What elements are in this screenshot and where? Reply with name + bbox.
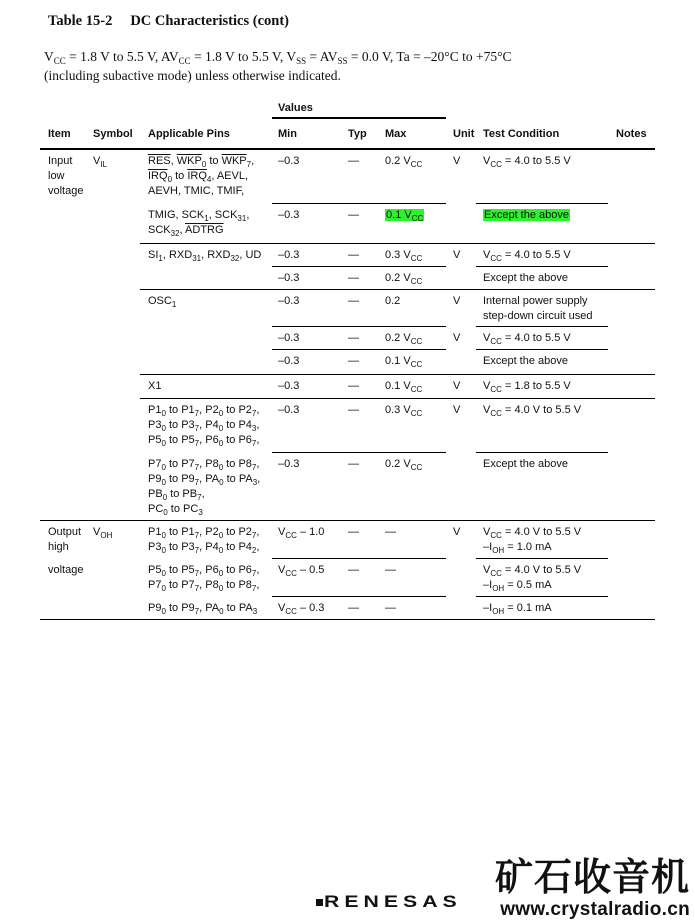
column-header-unit: Unit (453, 128, 475, 140)
cell-item (40, 267, 88, 290)
table-row (40, 267, 655, 290)
cell-max: 0.3 $V_{CC}$ (378, 399, 446, 453)
cell-typ: — (340, 453, 378, 521)
cell-applicable-pins: TMIG, $SCK_1$, $SCK_{31}$, $SCK_{32}$, ADTRG (140, 204, 272, 244)
cell-applicable-pins (140, 327, 272, 350)
cell-max: 0.2 (378, 290, 446, 327)
cell-symbol (88, 204, 140, 244)
cell-max: — (378, 559, 446, 597)
cell-typ: — (340, 597, 378, 620)
cell-item (40, 453, 88, 521)
conditions-line-1: $V_{CC} = 1.8$ V to 5.5 V, $AV_{CC} = 1.8$ V to 5.5 V, $V_{SS} = AV_{SS} = 0.0$ V, Ta = –20°C to +75°C (44, 49, 512, 66)
cell-min: $V_{CC} - 0.3$ (272, 597, 340, 620)
cell-test-condition: Except the above (476, 267, 608, 290)
cell-test-condition: $V_{CC} = 4.0$ V to 5.5 V $-I_{OH} = 1.0$ mA (476, 521, 608, 559)
cell-max: 0.2 $V_{CC}$ (378, 453, 446, 521)
cell-test-condition: $V_{CC} = 4.0$ V to 5.5 V $-I_{OH} = 0.5$ mA (476, 559, 608, 597)
cell-typ: — (340, 150, 378, 204)
cell-notes (608, 244, 655, 267)
cell-min: –0.3 (272, 290, 340, 327)
cell-unit: V (453, 526, 461, 538)
cell-min: –0.3 (272, 267, 340, 290)
cell-min: –0.3 (272, 150, 340, 204)
cell-test-condition: Except the above (476, 453, 608, 521)
cell-symbol (88, 597, 140, 620)
test-conditions-paragraph (44, 47, 664, 85)
cell-item: voltage (48, 564, 84, 576)
table-row (40, 204, 655, 244)
column-header-item: Item (48, 128, 71, 140)
cell-item (40, 375, 88, 399)
table-caption: DC Characteristics (cont) (130, 13, 289, 29)
cell-test-condition: $V_{CC} = 4.0$ to 5.5 V (476, 150, 608, 204)
cell-applicable-pins: $P7_0$ to $P7_7$, $P8_0$ to $P8_7$, $P9_0$ to $P9_7$, $PA_0$ to $PA_3$, $PB_0$ to $PB_7$, $PC_0$ to $PC_3$ (140, 453, 272, 521)
table-row (40, 521, 655, 559)
cell-max: 0.3 $V_{CC}$ (378, 244, 446, 267)
cell-typ: — (340, 204, 378, 244)
cell-test-condition: Except the above (476, 204, 608, 244)
table-row (40, 290, 655, 327)
values-header-row (40, 99, 655, 119)
cell-notes (608, 327, 655, 350)
cell-max: 0.2 $V_{CC}$ (378, 267, 446, 290)
cell-typ: — (340, 559, 378, 597)
cell-typ: — (340, 399, 378, 453)
conditions-line-2: (including subactive mode) unless otherwise indicated. (44, 68, 341, 83)
cell-symbol (88, 453, 140, 521)
cell-unit: V (446, 375, 476, 399)
cell-symbol (88, 559, 140, 597)
cell-max: 0.1 $V_{CC}$ (378, 375, 446, 399)
cell-applicable-pins (140, 350, 272, 375)
cell-unit (446, 453, 476, 521)
cell-symbol: $V_{OH}$ (93, 526, 113, 540)
values-header: Values (272, 99, 446, 119)
cell-item (40, 399, 88, 453)
table-row (40, 350, 655, 375)
cell-symbol (88, 399, 140, 453)
cell-max: 0.1 $V_{CC}$ (378, 204, 446, 244)
cell-applicable-pins (140, 267, 272, 290)
column-header-min: Min (278, 128, 297, 140)
cell-applicable-pins: $\overline{RES}$, $\overline{WKP}_0$ to $\overline{WKP}_7$, $\overline{IRQ}_0$ to $\overline{IRQ}_4$, AEVL, AEVH, TMIC, TMIF, (148, 155, 255, 197)
cell-item (40, 204, 88, 244)
cell-symbol (88, 244, 140, 267)
cell-unit (446, 559, 476, 597)
table-row (40, 244, 655, 267)
cell-unit: V (453, 332, 461, 344)
column-header-notes: Notes (616, 128, 647, 140)
cell-notes (608, 150, 655, 204)
cell-item (40, 290, 88, 327)
table-row (40, 559, 655, 597)
column-header-row (40, 119, 655, 150)
cell-item (40, 350, 88, 375)
cell-typ: — (340, 267, 378, 290)
cell-typ: — (340, 521, 378, 559)
cell-applicable-pins: $P1_0$ to $P1_7$, $P2_0$ to $P2_7$, $P3_0$ to $P3_7$, $P4_0$ to $P4_2$, (148, 526, 260, 555)
cell-min: –0.3 (272, 375, 340, 399)
cell-notes (608, 399, 655, 453)
cell-applicable-pins: X1 (140, 375, 272, 399)
cell-notes (608, 521, 655, 559)
cell-unit (446, 597, 476, 620)
table-row (40, 597, 655, 620)
cell-applicable-pins: $P1_0$ to $P1_7$, $P2_0$ to $P2_7$, $P3_0$ to $P3_7$, $P4_0$ to $P4_3$, $P5_0$ to $P5_7$, $P6_0$ to $P6_7$, (148, 404, 260, 448)
column-header-max: Max (385, 128, 407, 140)
cell-unit (446, 204, 476, 244)
cell-typ: — (340, 375, 378, 399)
table-body (40, 150, 655, 620)
cell-max: 0.2 $V_{CC}$ (378, 150, 446, 204)
cell-min: –0.3 (272, 204, 340, 244)
cell-notes (608, 290, 655, 327)
cell-item: Input low voltage (48, 155, 84, 197)
cell-min: –0.3 (272, 399, 340, 453)
cell-typ: — (340, 350, 378, 375)
cell-test-condition: Internal power supply step-down circuit used (476, 290, 608, 327)
cell-test-condition: Except the above (476, 350, 608, 375)
cell-unit (446, 267, 476, 290)
cell-min: $V_{CC} - 1.0$ (272, 521, 340, 559)
cell-max: 0.1 $V_{CC}$ (378, 350, 446, 375)
table-row (40, 375, 655, 399)
column-header-typ: Typ (348, 128, 367, 140)
cell-applicable-pins: $SI_1$, $RXD_{31}$, $RXD_{32}$, UD (148, 249, 262, 263)
cell-symbol (88, 290, 140, 327)
cell-min: –0.3 (272, 350, 340, 375)
table-row (40, 453, 655, 521)
cell-unit: V (453, 155, 461, 167)
cell-item (40, 597, 88, 620)
watermark-chinese-text: 矿石收音机 (494, 857, 690, 899)
cell-min: $V_{CC} - 0.5$ (272, 559, 340, 597)
cell-notes (608, 375, 655, 399)
cell-notes (608, 350, 655, 375)
cell-unit (446, 350, 476, 375)
cell-applicable-pins: $OSC_1$ (148, 295, 177, 309)
cell-notes (608, 559, 655, 597)
table-row (40, 327, 655, 350)
cell-max: — (378, 521, 446, 559)
cell-item: Output high (48, 526, 82, 553)
cell-typ: — (340, 244, 378, 267)
cell-test-condition: $V_{CC} = 4.0$ to 5.5 V (476, 244, 608, 267)
watermark-url-text: www.crystalradio.cn (500, 899, 690, 920)
cell-typ: — (340, 290, 378, 327)
cell-applicable-pins: $P5_0$ to $P5_7$, $P6_0$ to $P6_7$, $P7_0$ to $P7_7$, $P8_0$ to $P8_7$, (148, 564, 260, 593)
table-number: Table 15-2 (48, 13, 113, 29)
watermark (495, 859, 690, 919)
cell-typ: — (340, 327, 378, 350)
renesas-logo-text: RENESAS (324, 892, 463, 911)
column-header-applicable-pins: Applicable Pins (148, 128, 230, 140)
cell-test-condition: $V_{CC} = 4.0$ to 5.5 V (476, 327, 608, 350)
cell-min: –0.3 (272, 327, 340, 350)
cell-max: — (378, 597, 446, 620)
cell-min: –0.3 (272, 453, 340, 521)
cell-notes (608, 267, 655, 290)
cell-item (40, 244, 88, 267)
cell-symbol: $V_{IL}$ (93, 155, 108, 169)
cell-test-condition: $V_{CC} = 4.0$ V to 5.5 V (476, 399, 608, 453)
cell-unit: V (453, 404, 461, 416)
column-header-test-condition: Test Condition (483, 128, 560, 140)
page-title (48, 13, 289, 30)
cell-symbol (88, 267, 140, 290)
cell-symbol (88, 327, 140, 350)
cell-symbol (88, 375, 140, 399)
cell-applicable-pins: $P9_0$ to $P9_7$, $PA_0$ to $PA_3$ (140, 597, 272, 620)
table-row (40, 399, 655, 453)
cell-notes (608, 204, 655, 244)
cell-notes (608, 453, 655, 521)
cell-max: 0.2 $V_{CC}$ (378, 327, 446, 350)
cell-test-condition: $-I_{OH} = 0.1$ mA (476, 597, 608, 620)
cell-notes (608, 597, 655, 620)
cell-item (40, 327, 88, 350)
dc-characteristics-table (40, 99, 655, 620)
cell-symbol (88, 350, 140, 375)
cell-test-condition: $V_{CC} = 1.8$ to 5.5 V (476, 375, 608, 399)
cell-unit: V (453, 295, 461, 307)
cell-min: –0.3 (272, 244, 340, 267)
column-header-symbol: Symbol (93, 128, 133, 140)
cell-unit: V (453, 249, 461, 261)
renesas-logo-square-icon (316, 899, 323, 906)
table-row (40, 150, 655, 204)
